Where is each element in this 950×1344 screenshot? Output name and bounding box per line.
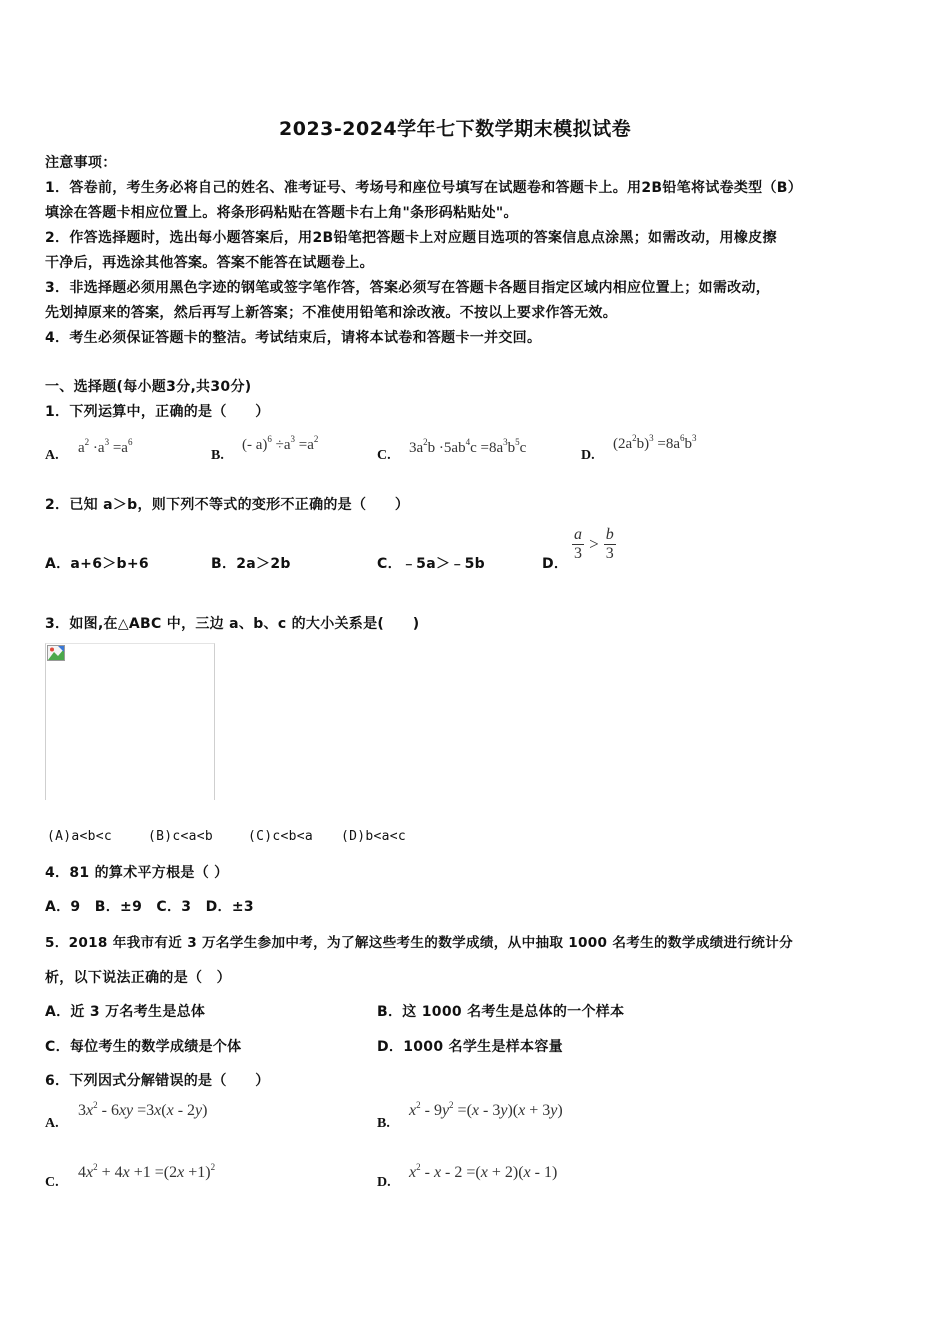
q4-stem: 4．81 的算术平方根是（ ）: [45, 865, 229, 881]
page-title: 2023-2024学年七下数学期末模拟试卷: [279, 118, 632, 140]
q2-fraction-right: [604, 526, 616, 563]
q1-label-c: C.: [377, 448, 391, 463]
notes-line-1: 1．答卷前，考生务必将自己的姓名、准考证号、考场号和座位号填写在试题卷和答题卡上。用2B铅笔将试卷类型（B）: [45, 180, 803, 196]
notes-line-3: 2．作答选择题时，选出每小题答案后，用2B铅笔把答题卡上对应题目选项的答案信息点涂黑；如需改动，用橡皮擦: [45, 230, 777, 246]
q2-stem: 2．已知 a＞b，则下列不等式的变形不正确的是（ ）: [45, 497, 410, 513]
notes-heading: 注意事项：: [45, 155, 117, 171]
q1-stem: 1．下列运算中，正确的是（ ）: [45, 404, 270, 420]
q4-options: A．9 B．±9 C．3 D．±3: [45, 899, 254, 915]
q3-stem: 3．如图,在△ABC 中，三边 a、b、c 的大小关系是( ): [45, 616, 420, 632]
q2-fraction-right-num: b: [605, 526, 614, 543]
q5-stem-line-2: 析，以下说法正确的是（ ）: [45, 970, 231, 986]
q3-option-d: (D)b<a<c: [341, 829, 407, 844]
q1-option-a-formula: $a^2 \cdot a^3 =a^6$: [78, 437, 133, 456]
q2-option-a: A．a+6＞b+6: [45, 556, 149, 572]
q3-option-a: (A)a<b<c: [47, 829, 113, 844]
q2-fraction-left-num: a: [574, 526, 582, 543]
q5-option-b: B．这 1000 名考生是总体的一个样本: [377, 1004, 625, 1020]
q2-fraction-operator: >: [589, 534, 599, 554]
q3-option-c: (C)c<b<a: [248, 829, 314, 844]
q2-fraction-left: [572, 526, 584, 563]
q6-label-d: D.: [377, 1175, 391, 1190]
q6-label-a: A.: [45, 1116, 59, 1131]
q3-option-b: (B)c<a<b: [148, 829, 214, 844]
q2-fraction-right-den: 3: [605, 545, 614, 562]
q1-label-b: B.: [211, 448, 224, 463]
q2-option-d-formula: [572, 526, 616, 563]
q1-option-d-formula: $(2a^2b)^3 =8a^6b^3$: [613, 433, 697, 452]
q5-stem-line-1: 5．2018 年我市有近 3 万名学生参加中考，为了解这些考生的数学成绩，从中抽取 1000 名考生的数学成绩进行统计分: [45, 935, 793, 951]
q6-option-a-formula: $3x^2 - 6xy =3x(x - 2y)$: [78, 1100, 208, 1119]
q2-option-b: B．2a＞2b: [211, 556, 291, 572]
notes-line-4: 干净后，再选涂其他答案。答案不能答在试题卷上。: [45, 255, 374, 271]
q6-option-d-formula: $x^2 - x - 2 =(x + 2)(x - 1)$: [409, 1162, 558, 1181]
q5-option-a: A．近 3 万名考生是总体: [45, 1004, 206, 1020]
q1-option-c-formula: $3a^2b \cdot 5ab^4c =8a^3b^5c$: [409, 437, 527, 456]
q6-option-b-formula: $x^2 - 9y^2 =(x - 3y)(x + 3y)$: [409, 1100, 563, 1119]
notes-line-6: 先划掉原来的答案，然后再写上新答案；不准使用铅笔和涂改液。不按以上要求作答无效。: [45, 305, 617, 321]
notes-line-2: 填涂在答题卡相应位置上。将条形码粘贴在答题卡右上角"条形码粘贴处"。: [45, 205, 518, 221]
q6-option-c-formula: $4x^2 + 4x +1 =(2x +1)^2$: [78, 1162, 216, 1181]
q6-label-b: B.: [377, 1116, 390, 1131]
q6-stem: 6．下列因式分解错误的是（ ）: [45, 1073, 270, 1089]
q6-label-c: C.: [45, 1175, 59, 1190]
q2-option-d: D．: [542, 556, 569, 572]
q2-fraction-left-den: 3: [574, 545, 582, 562]
q1-label-d: D.: [581, 448, 595, 463]
q5-option-d: D．1000 名学生是样本容量: [377, 1039, 563, 1055]
notes-line-7: 4．考生必须保证答题卡的整洁。考试结束后，请将本试卷和答题卡一并交回。: [45, 330, 542, 346]
q1-option-b-formula: (- $a)^6 \div a^3 =a^2$: [242, 434, 319, 453]
notes-line-5: 3．非选择题必须用黑色字迹的钢笔或签字笔作答，答案必须写在答题卡各题目指定区域内相应位置上；如需改动，: [45, 280, 771, 296]
q1-label-a: A.: [45, 448, 59, 463]
q2-option-c: C．﹣5a＞﹣5b: [377, 556, 485, 572]
triangle-figure-placeholder: [45, 643, 215, 800]
q5-option-c: C．每位考生的数学成绩是个体: [45, 1039, 242, 1055]
broken-image-icon: [47, 645, 65, 661]
section-heading: 一、选择题(每小题3分,共30分): [45, 379, 252, 395]
